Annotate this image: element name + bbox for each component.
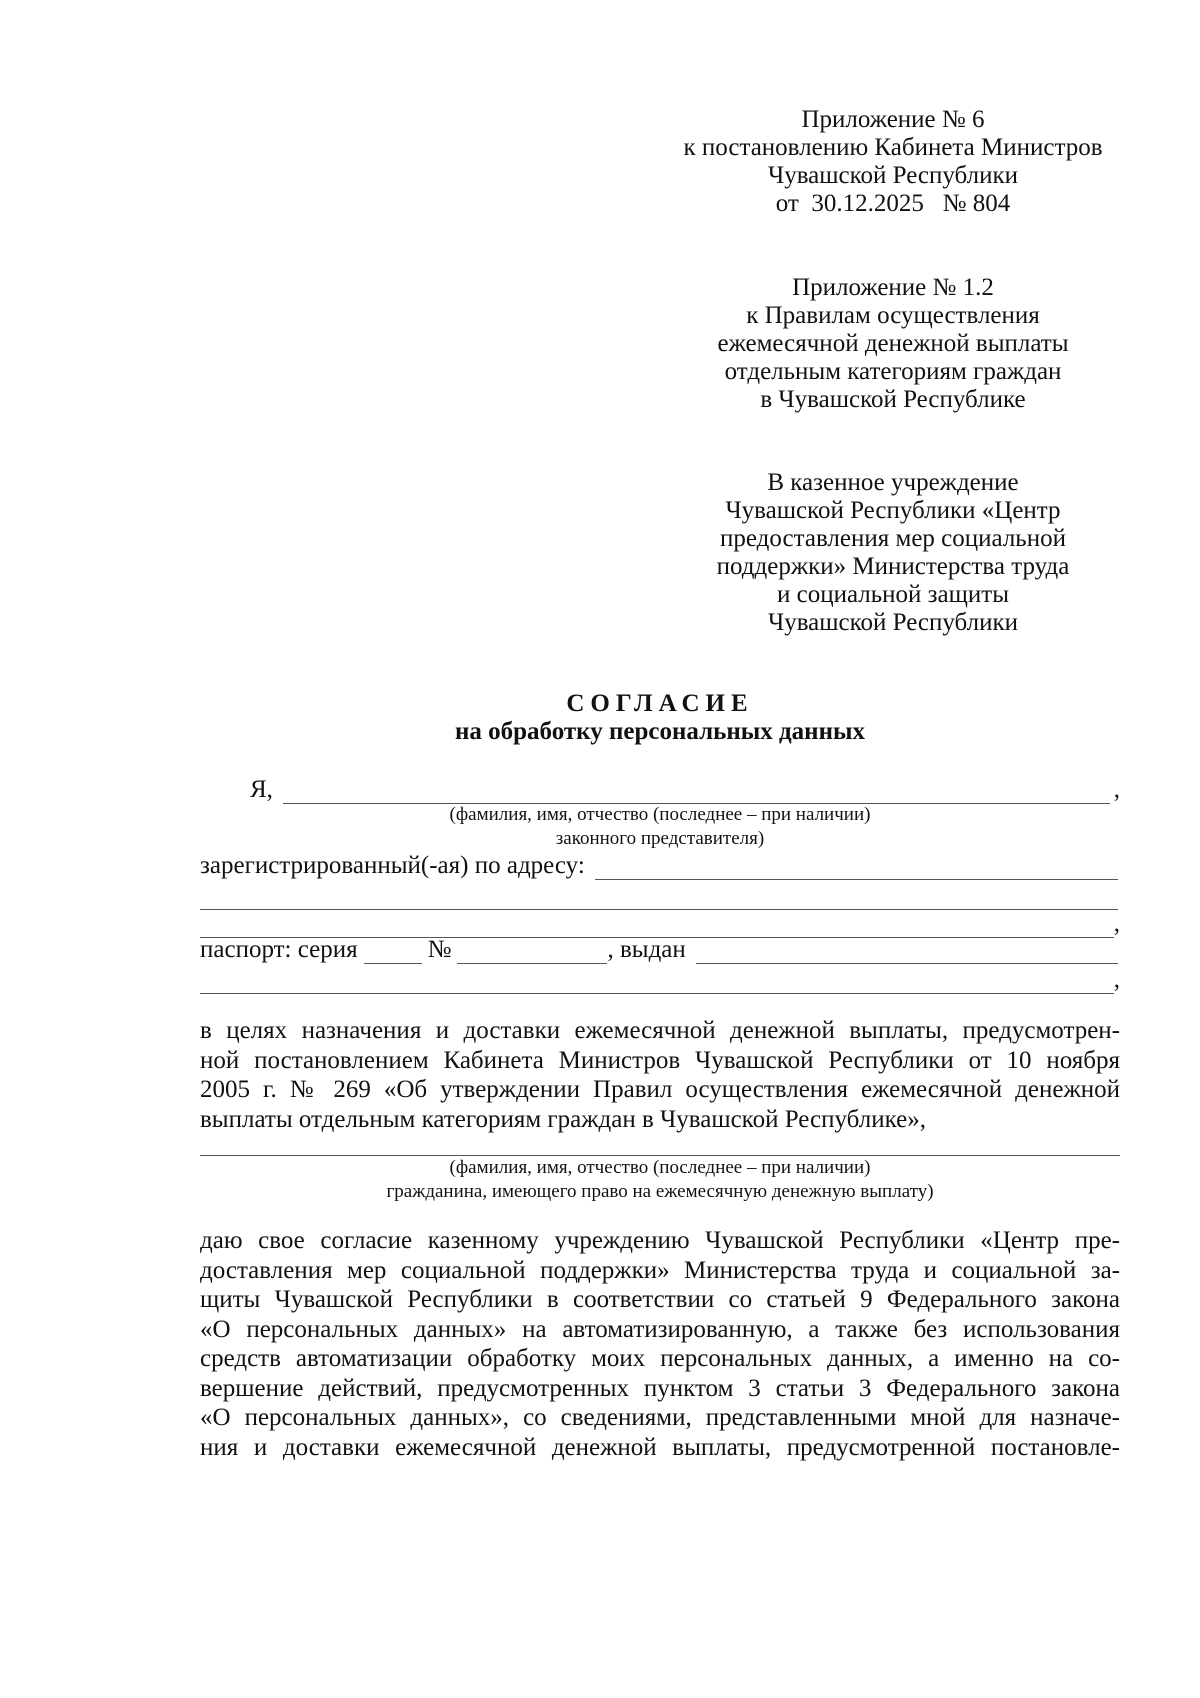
address-label: зарегистрированный(-ая) по адресу:: [200, 852, 585, 879]
purpose-paragraph: [200, 1016, 1120, 1134]
paragraph-line: в целях назначения и доставки ежемесячной денежной выплаты, предусмотрен-: [200, 1017, 1120, 1044]
header-line: Приложение № 1.2: [792, 274, 994, 301]
consent-paragraph: [200, 1226, 1120, 1462]
caption-line: (фамилия, имя, отчество (последнее – при наличии): [449, 1157, 871, 1178]
representative-name-field[interactable]: [283, 783, 1110, 804]
paragraph-line: ния и доставки ежемесячной денежной выплаты, предусмотренной постановле-: [200, 1433, 1120, 1461]
caption-line: гражданина, имеющего право на ежемесячную денежную выплату): [386, 1181, 934, 1202]
address-row-2: [200, 880, 1120, 910]
header-line: от 30.12.2025 № 804: [775, 190, 1011, 217]
address-row: [200, 850, 1120, 880]
caption-line: (фамилия, имя, отчество (последнее – при наличии): [449, 804, 871, 825]
paragraph-line: доставления мер социальной поддержки» Министерства труда и социальной за-: [200, 1256, 1120, 1284]
passport-issued-field-line-2[interactable]: [200, 973, 1114, 994]
header-line: в Чувашской Республике: [760, 386, 1026, 413]
issued-label: , выдан: [607, 936, 686, 963]
addressee-line: поддержки» Министерства труда: [716, 553, 1070, 580]
header-line: Чувашской Республики: [767, 162, 1019, 189]
header-line: отдельным категориям граждан: [724, 358, 1062, 385]
address-field-line-2[interactable]: [200, 889, 1118, 910]
paragraph-line: 2005 г. № 269 «Об утверждении Правил осуществления ежемесячной денежной: [200, 1076, 1120, 1103]
passport-row: [200, 934, 1120, 964]
paragraph-line: выплаты отдельным категориям граждан в Чувашской Республике»,: [200, 1105, 926, 1133]
paragraph-line: ной постановлением Кабинета Министров Чувашской Республики от 10 ноября: [200, 1046, 1120, 1074]
caption-line: законного представителя): [555, 828, 765, 849]
header-line: Приложение № 6: [801, 106, 985, 133]
citizen-name-row: [200, 1126, 1120, 1156]
passport-issued-field[interactable]: [696, 943, 1118, 964]
paragraph-line: щиты Чувашской Республики в соответствии со статьей 9 Федерального закона: [200, 1286, 1120, 1313]
addressee-line: и социальной защиты: [776, 581, 1009, 608]
passport-row-2: [200, 964, 1120, 994]
comma: ,: [1113, 910, 1120, 937]
header-line: к постановлению Кабинета Министров: [683, 134, 1103, 161]
citizen-name-field[interactable]: [200, 1135, 1120, 1156]
addressee-line: предоставления мер социальной: [720, 525, 1066, 552]
representative-name-row: [200, 774, 1120, 804]
passport-number-label: №: [427, 936, 452, 963]
document-subtitle: на обработку персональных данных: [455, 718, 865, 745]
header-line: к Правилам осуществления: [746, 302, 1040, 329]
appendix-6-header: [640, 106, 1146, 218]
document-title-block: [200, 690, 1120, 746]
comma: ,: [1113, 776, 1120, 803]
passport-series-field[interactable]: [364, 943, 422, 964]
document-title: СОГЛАСИЕ: [566, 690, 754, 717]
appendix-1-2-header: [640, 274, 1146, 414]
representative-caption: [200, 803, 1120, 851]
passport-number-field[interactable]: [457, 943, 607, 964]
paragraph-line: средств автоматизации обработку моих персональных данных, а именно на со-: [200, 1345, 1120, 1372]
addressee-line: Чувашской Республики: [767, 609, 1019, 636]
addressee-line: Чувашской Республики «Центр: [725, 497, 1061, 524]
i-label: Я,: [250, 776, 273, 803]
header-line: ежемесячной денежной выплаты: [717, 330, 1069, 357]
paragraph-line: даю свое согласие казенному учреждению Чувашской Республики «Центр пре-: [200, 1227, 1120, 1254]
paragraph-line: «О персональных данных» на автоматизированную, а также без использования: [200, 1315, 1120, 1343]
paragraph-line: «О персональных данных», со сведениями, представленными мной для назначе-: [200, 1404, 1120, 1431]
paragraph-line: вершение действий, предусмотренных пунктом 3 статьи 3 Федерального закона: [200, 1374, 1120, 1402]
addressee-line: В казенное учреждение: [767, 469, 1019, 496]
address-field[interactable]: [595, 859, 1118, 880]
addressee-block: [640, 469, 1146, 637]
citizen-caption: [200, 1156, 1120, 1204]
passport-series-label: паспорт: серия: [200, 936, 358, 963]
comma: ,: [1113, 966, 1120, 993]
